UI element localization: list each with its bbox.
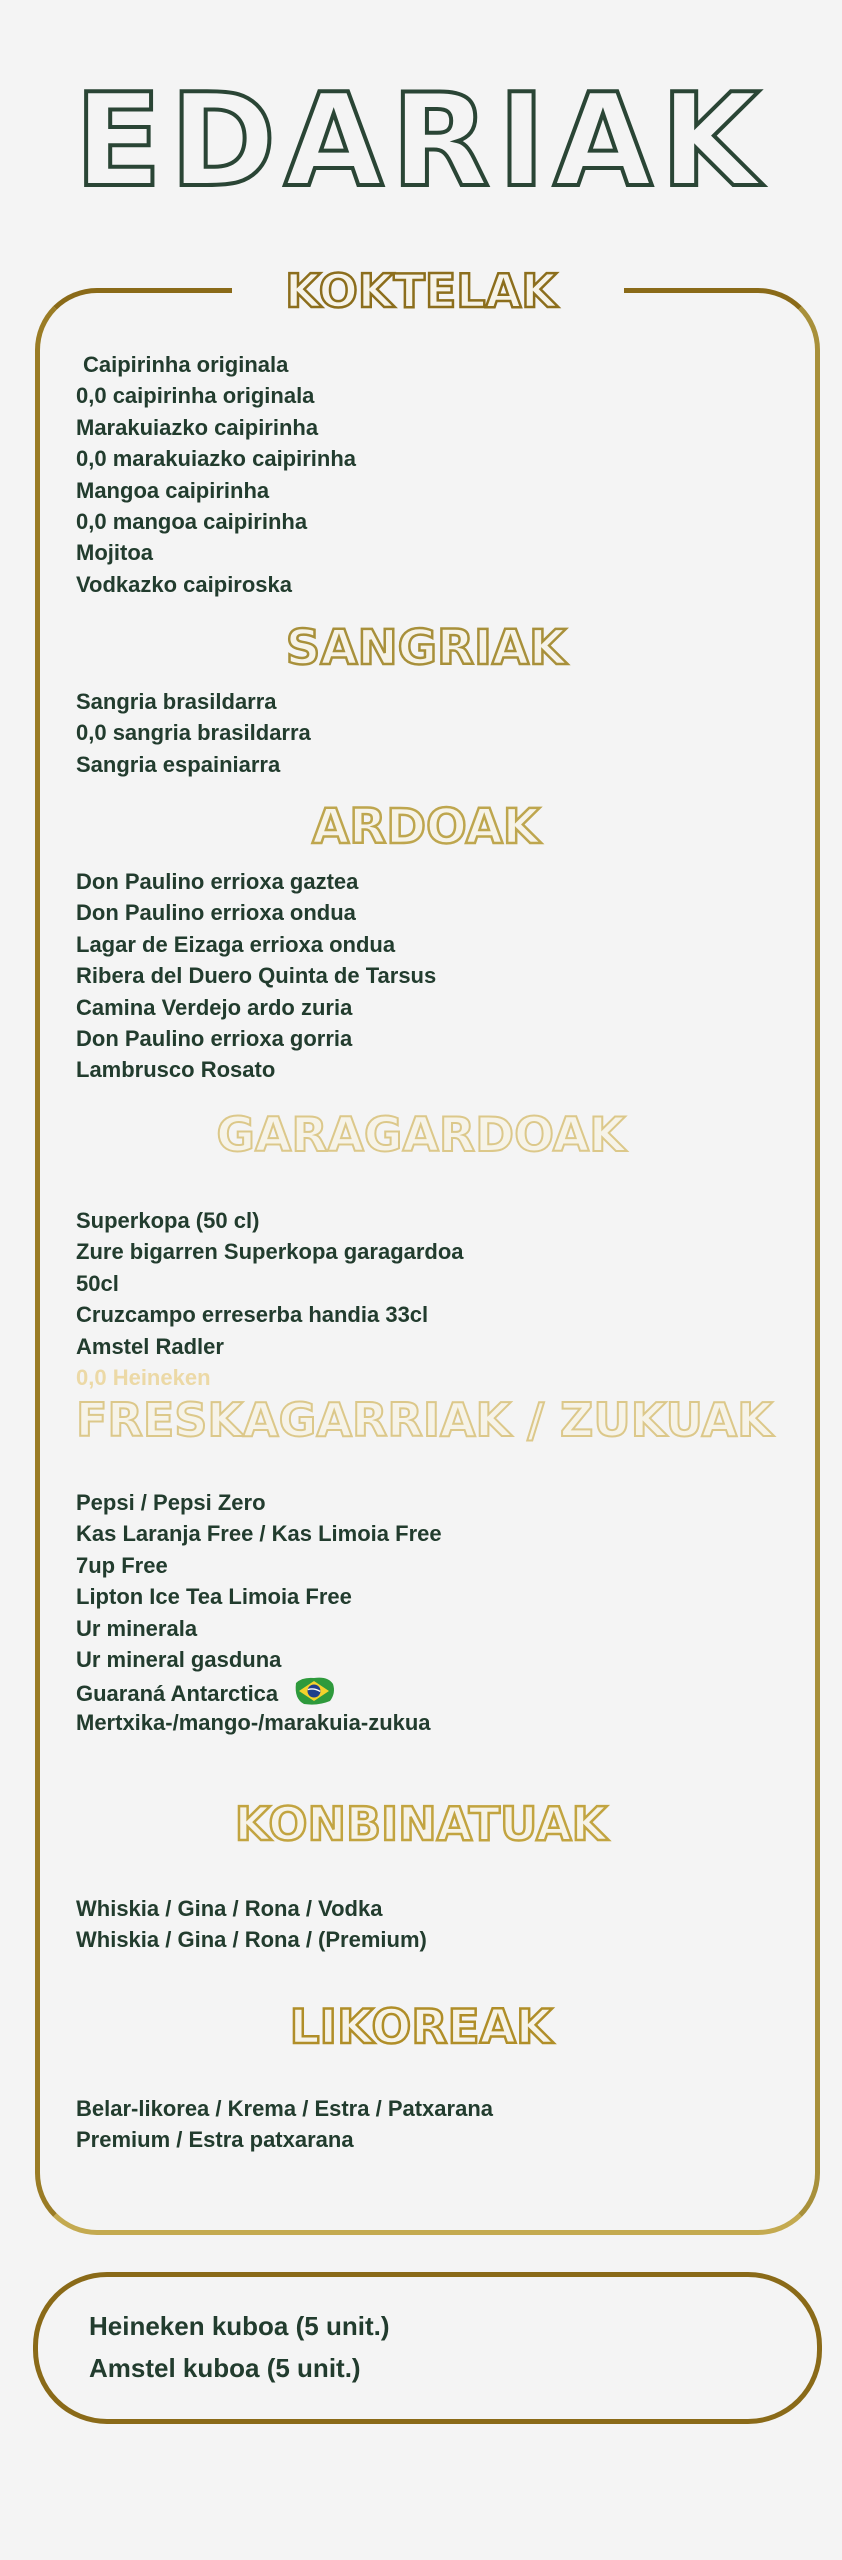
page-title: EDARIAK: [74, 67, 768, 216]
heading-sangriak: SANGRIAK: [285, 620, 567, 676]
list-item: [76, 1675, 442, 1706]
list-item: Heineken kuboa (5 unit.): [89, 2311, 390, 2341]
list-item: 0,0 sangria brasildarra: [76, 720, 311, 746]
list-item: Kas Laranja Free / Kas Limoia Free: [76, 1521, 442, 1547]
list-item: Mertxika-/mango-/marakuia-zukua: [76, 1709, 431, 1735]
list-item: Marakuiazko caipirinha: [76, 414, 319, 440]
list-item: Zure bigarren Superkopa garagardoa: [76, 1239, 464, 1265]
list-likoreak: [76, 2093, 493, 2156]
list-beer-buckets: [89, 2305, 390, 2389]
list-item: 50cl: [76, 1270, 119, 1296]
list-item: Belar-likorea / Krema / Estra / Patxarana: [76, 2096, 493, 2121]
list-item: Vodkazko caipiroska: [76, 571, 293, 597]
list-item: Sangria brasildarra: [76, 689, 277, 714]
list-item: 0,0 Heineken: [76, 1364, 211, 1390]
list-item: Whiskia / Gina / Rona / (Premium): [76, 1927, 427, 1953]
list-item: Sangria espainiarra: [76, 751, 281, 777]
list-item: Pepsi / Pepsi Zero: [76, 1490, 266, 1515]
list-item: Lipton Ice Tea Limoia Free: [76, 1584, 352, 1610]
list-item: Ur minerala: [76, 1615, 198, 1641]
list-item: Camina Verdejo ardo zuria: [76, 994, 353, 1020]
heading-konbinatuak: KONBINATUAK: [234, 1797, 608, 1851]
list-item: Don Paulino errioxa gorria: [76, 1025, 353, 1051]
list-item: Mojitoa: [76, 540, 153, 566]
list-item: Amstel Radler: [76, 1333, 224, 1359]
list-item: 0,0 caipirinha originala: [76, 383, 315, 409]
list-konbinatuak: [76, 1893, 427, 1956]
list-item: Don Paulino errioxa ondua: [76, 900, 356, 926]
heading-garagardoak: GARAGARDOAK: [216, 1108, 626, 1163]
list-ardoak: [76, 866, 436, 1086]
list-garagardoak: [76, 1205, 464, 1393]
list-item: 7up Free: [76, 1552, 168, 1578]
list-item: Whiskia / Gina / Rona / Vodka: [76, 1896, 383, 1921]
list-item: Lambrusco Rosato: [76, 1057, 276, 1083]
list-item: Caipirinha originala: [83, 352, 289, 377]
list-item: Premium / Estra patxarana: [76, 2127, 354, 2153]
list-item-label: Guaraná Antarctica: [76, 1681, 279, 1707]
list-item: Don Paulino errioxa gaztea: [76, 869, 359, 894]
list-item: Ur mineral gasduna: [76, 1646, 282, 1672]
list-item: Cruzcampo erreserba handia 33cl: [76, 1302, 429, 1328]
list-item: Amstel kuboa (5 unit.): [89, 2353, 361, 2383]
heading-freskagarriak: FRESKAGARRIAK / ZUKUAK: [76, 1393, 773, 1447]
heading-likoreak: LIKOREAK: [289, 2000, 553, 2055]
list-item: Superkopa (50 cl): [76, 1208, 260, 1233]
list-freskagarriak: [76, 1487, 442, 1738]
list-item: 0,0 marakuiazko caipirinha: [76, 446, 357, 472]
list-sangriak: [76, 686, 311, 780]
list-item: Ribera del Duero Quinta de Tarsus: [76, 963, 437, 989]
heading-ardoak: ARDOAK: [312, 799, 540, 855]
heading-koktelak: KOKTELAK: [285, 264, 557, 318]
list-item: 0,0 mangoa caipirinha: [76, 508, 308, 534]
list-item: Mangoa caipirinha: [76, 477, 270, 503]
list-item: Lagar de Eizaga errioxa ondua: [76, 931, 396, 957]
list-koktelak: [76, 349, 356, 600]
